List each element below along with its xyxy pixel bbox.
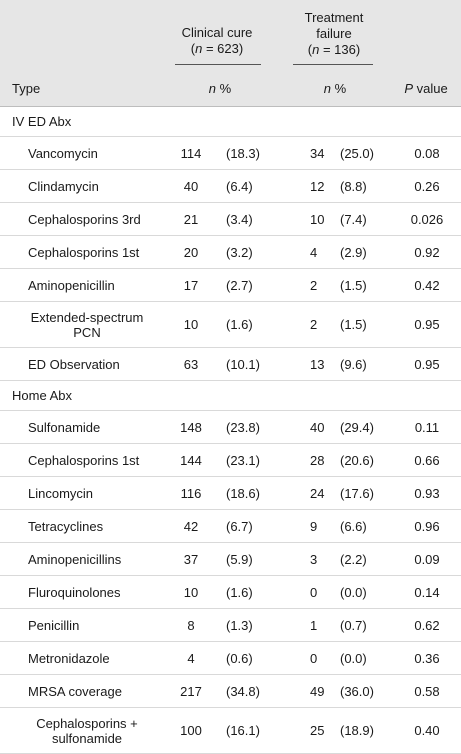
p-value: 0.95 [414,356,440,372]
cure-percent: (18.3) [226,145,260,161]
clinical-cure-count: (n = 623) [190,41,244,56]
cure-percent: (10.1) [226,356,260,372]
cure-count: 10 [183,317,199,332]
section-title: IV ED Abx [0,107,461,137]
cure-percent: (0.6) [226,650,253,666]
cure-percent: (18.6) [226,485,260,501]
cure-count: 37 [183,551,199,567]
failure-percent: (29.4) [340,419,374,435]
failure-count: 24 [310,485,325,501]
drug-name: Aminopenicillins [28,551,122,567]
failure-count: 3 [310,551,318,567]
drug-name: Extended-spectrum PCN [30,309,144,340]
table-row [0,411,461,444]
failure-percent: (6.6) [340,518,367,534]
table-row [0,170,461,203]
cure-count: 40 [183,178,199,194]
failure-percent: (9.6) [340,356,367,372]
failure-percent: (36.0) [340,683,374,699]
clinical-cure-title: Clinical cure [181,25,253,40]
treatment-failure-count: (n = 136) [307,42,361,57]
table-row [0,444,461,477]
failure-percent: (0.7) [340,617,367,633]
failure-percent: (7.4) [340,211,367,227]
pct-symbol: % [216,81,232,96]
failure-percent: (20.6) [340,452,374,468]
failure-n-pct-header [315,81,355,97]
cure-percent: (1.6) [226,317,253,332]
cure-count: 144 [180,452,202,468]
cure-percent: (6.4) [226,178,253,194]
cure-percent: (5.9) [226,551,253,567]
table-row [0,269,461,302]
cure-count: 114 [180,145,202,161]
table-row [0,302,461,348]
n-symbol: n [208,81,217,96]
failure-count: 49 [310,683,325,699]
table-row [0,609,461,642]
failure-count: 4 [310,244,318,260]
drug-name: Clindamycin [28,178,99,194]
p-symbol: P [404,81,413,96]
cure-percent: (16.1) [226,723,260,738]
p-value: 0.36 [414,650,440,666]
treatment-failure-underline [293,64,373,65]
p-value: 0.42 [414,277,440,293]
p-value: 0.95 [414,317,440,332]
clinical-cure-underline [175,64,261,65]
p-value: 0.26 [414,178,440,194]
failure-count: 0 [310,584,318,600]
p-value: 0.11 [414,419,440,435]
failure-percent: (8.8) [340,178,367,194]
drug-name: Sulfonamide [28,419,101,435]
drug-name: MRSA coverage [28,683,122,699]
table-row [0,348,461,381]
p-value: 0.93 [414,485,440,501]
n-symbol: n [195,41,203,56]
failure-percent: (1.5) [340,317,367,332]
p-value-header [399,81,453,97]
cure-count: 20 [183,244,199,260]
table-header [0,0,461,107]
cure-percent: (34.8) [226,683,260,699]
p-value: 0.14 [414,584,440,600]
cure-count: 100 [180,723,202,738]
p-value: 0.08 [414,145,440,161]
failure-percent: (25.0) [340,145,374,161]
cure-count: 4 [187,650,195,666]
pct-symbol: % [331,81,347,96]
cure-count: 21 [183,211,199,227]
drug-name: Cephalosporins 3rd [28,211,141,227]
failure-percent: (0.0) [340,650,367,666]
failure-percent: (17.6) [340,485,374,501]
failure-count: 28 [310,452,325,468]
drug-name: Cephalosporins + sulfonamide [36,715,138,746]
cure-percent: (2.7) [226,277,253,293]
drug-name: Cephalosporins 1st [28,244,140,260]
drug-name: Penicillin [28,617,80,633]
cure-count: 17 [183,277,199,293]
cure-count: 10 [183,584,199,600]
cure-n-pct-header [200,81,240,97]
cure-count: 217 [180,683,202,699]
type-column-header: Type [12,81,41,96]
failure-count: 10 [310,211,325,227]
clinical-cure-header [172,25,262,57]
p-value: 0.09 [414,551,440,567]
cure-percent: (1.6) [226,584,253,600]
p-value: 0.58 [414,683,440,699]
drug-name: Tetracyclines [28,518,104,534]
p-value: 0.92 [414,244,440,260]
table-row [0,203,461,236]
cure-count: 8 [187,617,195,633]
treatment-failure-title-1: Treatment [304,10,364,25]
n-symbol: n [312,42,320,57]
failure-count: 13 [310,356,325,372]
table-row [0,708,461,754]
failure-count: 1 [310,617,318,633]
failure-count: 2 [310,277,318,293]
table-row [0,236,461,269]
cure-percent: (6.7) [226,518,253,534]
table-body [0,107,461,754]
cure-percent: (23.1) [226,452,260,468]
drug-name: Vancomycin [28,145,98,161]
table-row [0,642,461,675]
p-value: 0.026 [410,211,444,227]
drug-name: Cephalosporins 1st [28,452,140,468]
drug-name: Fluroquinolones [28,584,121,600]
table-row [0,675,461,708]
treatment-failure-title-2: failure [316,26,352,41]
cure-percent: (1.3) [226,617,253,633]
failure-count: 40 [310,419,325,435]
count-value: = 136) [319,42,361,57]
cure-count: 148 [180,419,202,435]
cure-count: 42 [183,518,199,534]
cure-count: 63 [183,356,199,372]
failure-percent: (1.5) [340,277,367,293]
p-value: 0.40 [414,723,440,738]
table-row [0,137,461,170]
failure-count: 2 [310,317,318,332]
failure-count: 0 [310,650,318,666]
table-row [0,543,461,576]
p-value: 0.96 [414,518,440,534]
failure-percent: (2.9) [340,244,367,260]
failure-count: 12 [310,178,325,194]
p-value: 0.62 [414,617,440,633]
n-symbol: n [323,81,332,96]
drug-name: Metronidazole [28,650,110,666]
cure-percent: (3.4) [226,211,253,227]
cure-percent: (23.8) [226,419,260,435]
failure-count: 25 [310,723,325,738]
value-word: value [412,81,448,96]
failure-percent: (2.2) [340,551,367,567]
count-value: = 623) [202,41,244,56]
treatment-failure-header [292,10,376,58]
cure-count: 116 [180,485,202,501]
failure-count: 9 [310,518,318,534]
table-row [0,510,461,543]
drug-name: Lincomycin [28,485,94,501]
failure-percent: (0.0) [340,584,367,600]
drug-name: Aminopenicillin [28,277,115,293]
table-row [0,477,461,510]
failure-percent: (18.9) [340,723,374,738]
table-row [0,576,461,609]
section-title: Home Abx [0,381,461,411]
cure-percent: (3.2) [226,244,253,260]
failure-count: 34 [310,145,325,161]
drug-name: ED Observation [28,356,120,372]
p-value: 0.66 [414,452,440,468]
